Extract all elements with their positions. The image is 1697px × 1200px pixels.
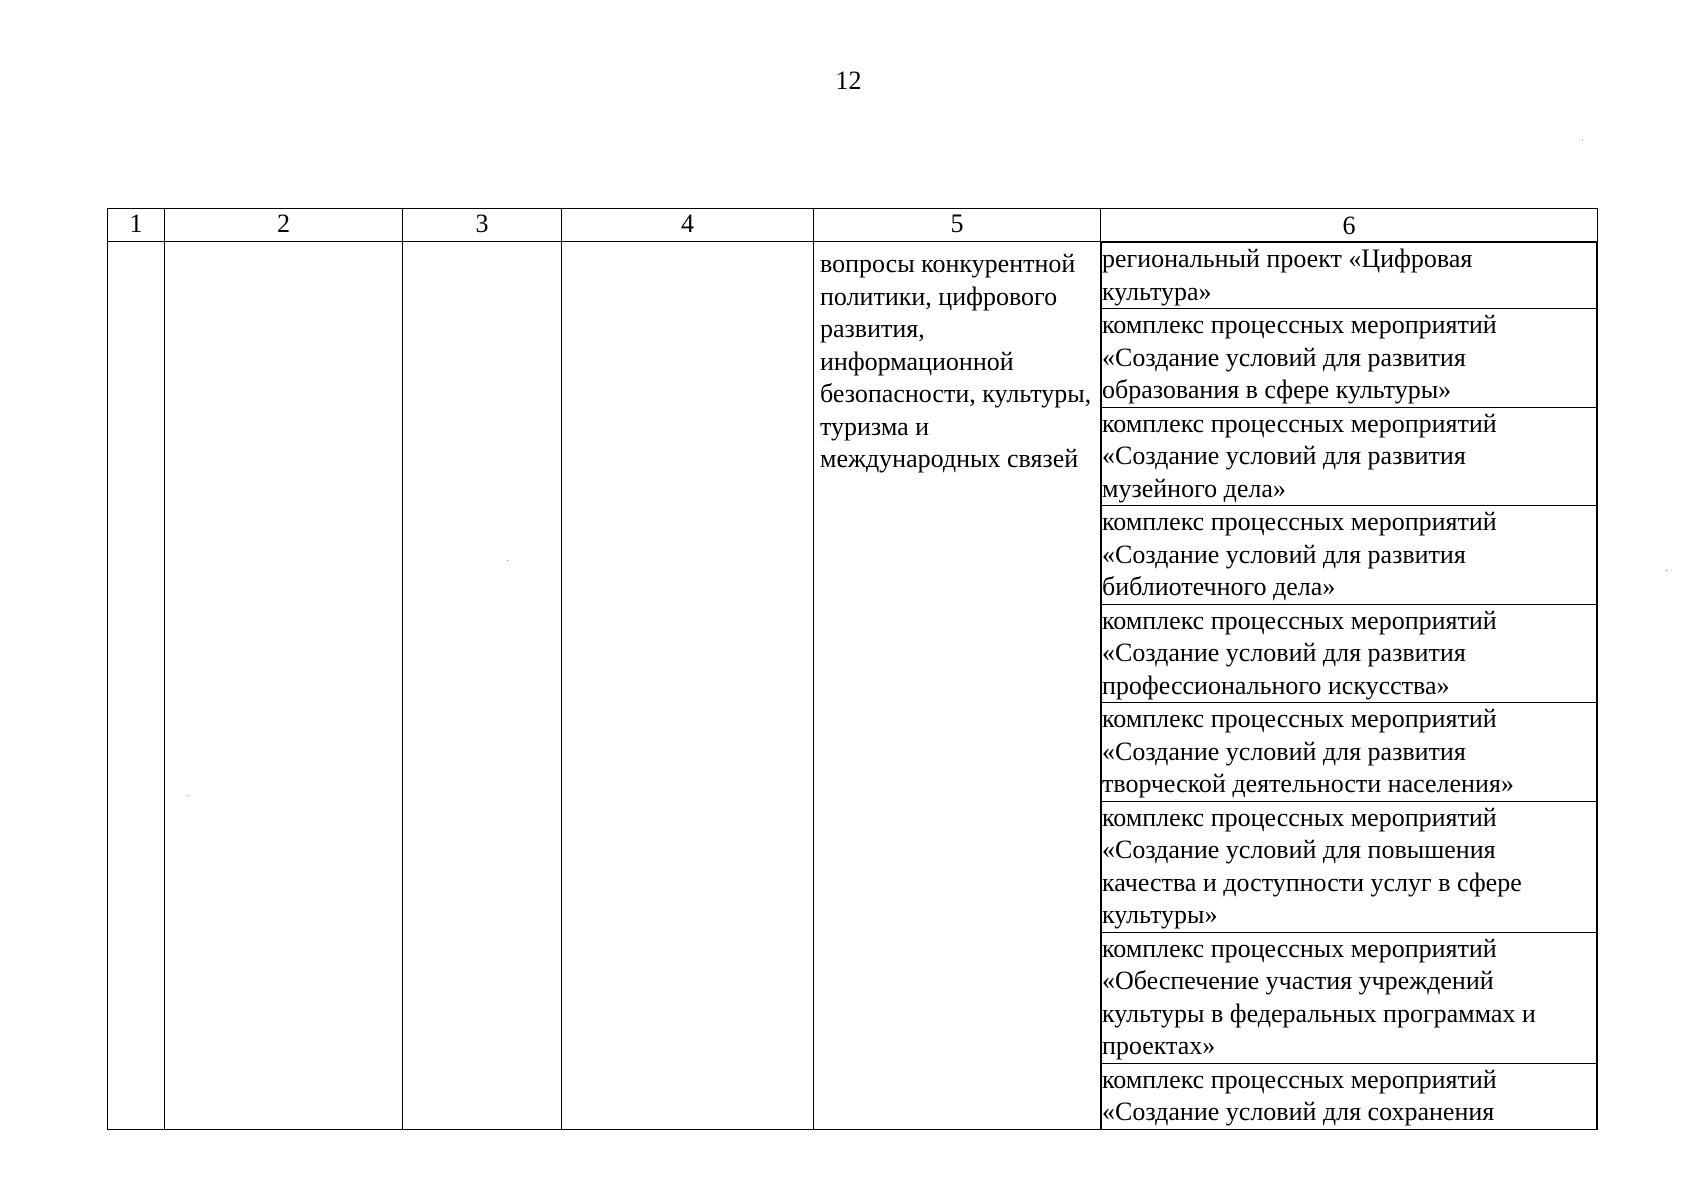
item-line: культура» <box>1102 276 1212 306</box>
item-line: «Создание условий для развития <box>1102 441 1466 470</box>
item-line: комплекс процессных мероприятий <box>1102 507 1497 536</box>
cell-col4 <box>562 242 814 1130</box>
item-line: комплекс процессных мероприятий <box>1102 1064 1497 1094</box>
item-line: культуры» <box>1102 900 1218 929</box>
item-line: «Создание условий для развития <box>1102 342 1466 372</box>
activities-list <box>1101 242 1597 1129</box>
item-line: «Создание условий для развития <box>1102 539 1466 569</box>
scan-artifact <box>1666 570 1667 571</box>
item-line: комплекс процессных мероприятий <box>1102 933 1497 963</box>
cell-col6 <box>1101 242 1598 1130</box>
item-line: комплекс процессных мероприятий <box>1102 408 1497 438</box>
scan-artifact <box>1582 140 1583 141</box>
list-item <box>1102 801 1597 932</box>
item-line: образования в сфере культуры» <box>1102 375 1452 404</box>
list-item <box>1102 309 1597 408</box>
item-line: «Создание условий для развития <box>1102 736 1466 766</box>
item-line: проектах» <box>1102 1031 1216 1060</box>
list-item <box>1102 243 1597 309</box>
table-row <box>108 242 1598 1130</box>
cell-col5 <box>814 242 1101 1130</box>
list-item <box>1102 407 1597 506</box>
item-line: профессионального искусства» <box>1102 670 1450 700</box>
main-table <box>107 208 1598 1130</box>
header-cell-4: 4 <box>562 209 814 242</box>
item-line: комплекс процессных мероприятий <box>1102 802 1497 832</box>
cell-col2 <box>165 242 403 1130</box>
item-line: библиотечного дела» <box>1102 572 1336 601</box>
list-item <box>1102 703 1597 802</box>
list-item <box>1102 1063 1597 1129</box>
competition-policy-text: вопросы конкурентной политики, цифрового развития, информационной безопасности, культуры, туризма и международных связей <box>820 249 1092 473</box>
cell-col3 <box>403 242 562 1130</box>
item-line: комплекс процессных мероприятий <box>1102 310 1497 339</box>
item-line: «Создание условий для развития <box>1102 638 1466 667</box>
item-line: «Создание условий для повышения <box>1102 835 1496 864</box>
header-row <box>108 209 1598 242</box>
item-line: комплекс процессных мероприятий <box>1102 704 1497 733</box>
item-line: творческой деятельности населения» <box>1102 769 1514 798</box>
page-number: 12 <box>835 66 862 95</box>
item-line: «Обеспечение участия учреждений <box>1102 966 1494 995</box>
header-cell-6: 6 <box>1101 209 1598 242</box>
list-item <box>1102 506 1597 605</box>
item-line: «Создание условий для сохранения <box>1102 1097 1495 1126</box>
cell-col1 <box>108 242 165 1130</box>
item-line: качества и доступности услуг в сфере <box>1102 867 1522 897</box>
header-cell-3: 3 <box>403 209 562 242</box>
list-item <box>1102 932 1597 1063</box>
item-line: комплекс процессных мероприятий <box>1102 605 1497 635</box>
header-cell-2: 2 <box>165 209 403 242</box>
header-cell-1: 1 <box>108 209 165 242</box>
item-line: культуры в федеральных программах и <box>1102 998 1536 1028</box>
header-cell-5: 5 <box>814 209 1101 242</box>
list-item <box>1102 604 1597 703</box>
item-line: музейного дела» <box>1102 473 1286 503</box>
item-line: региональный проект «Цифровая <box>1102 244 1473 273</box>
